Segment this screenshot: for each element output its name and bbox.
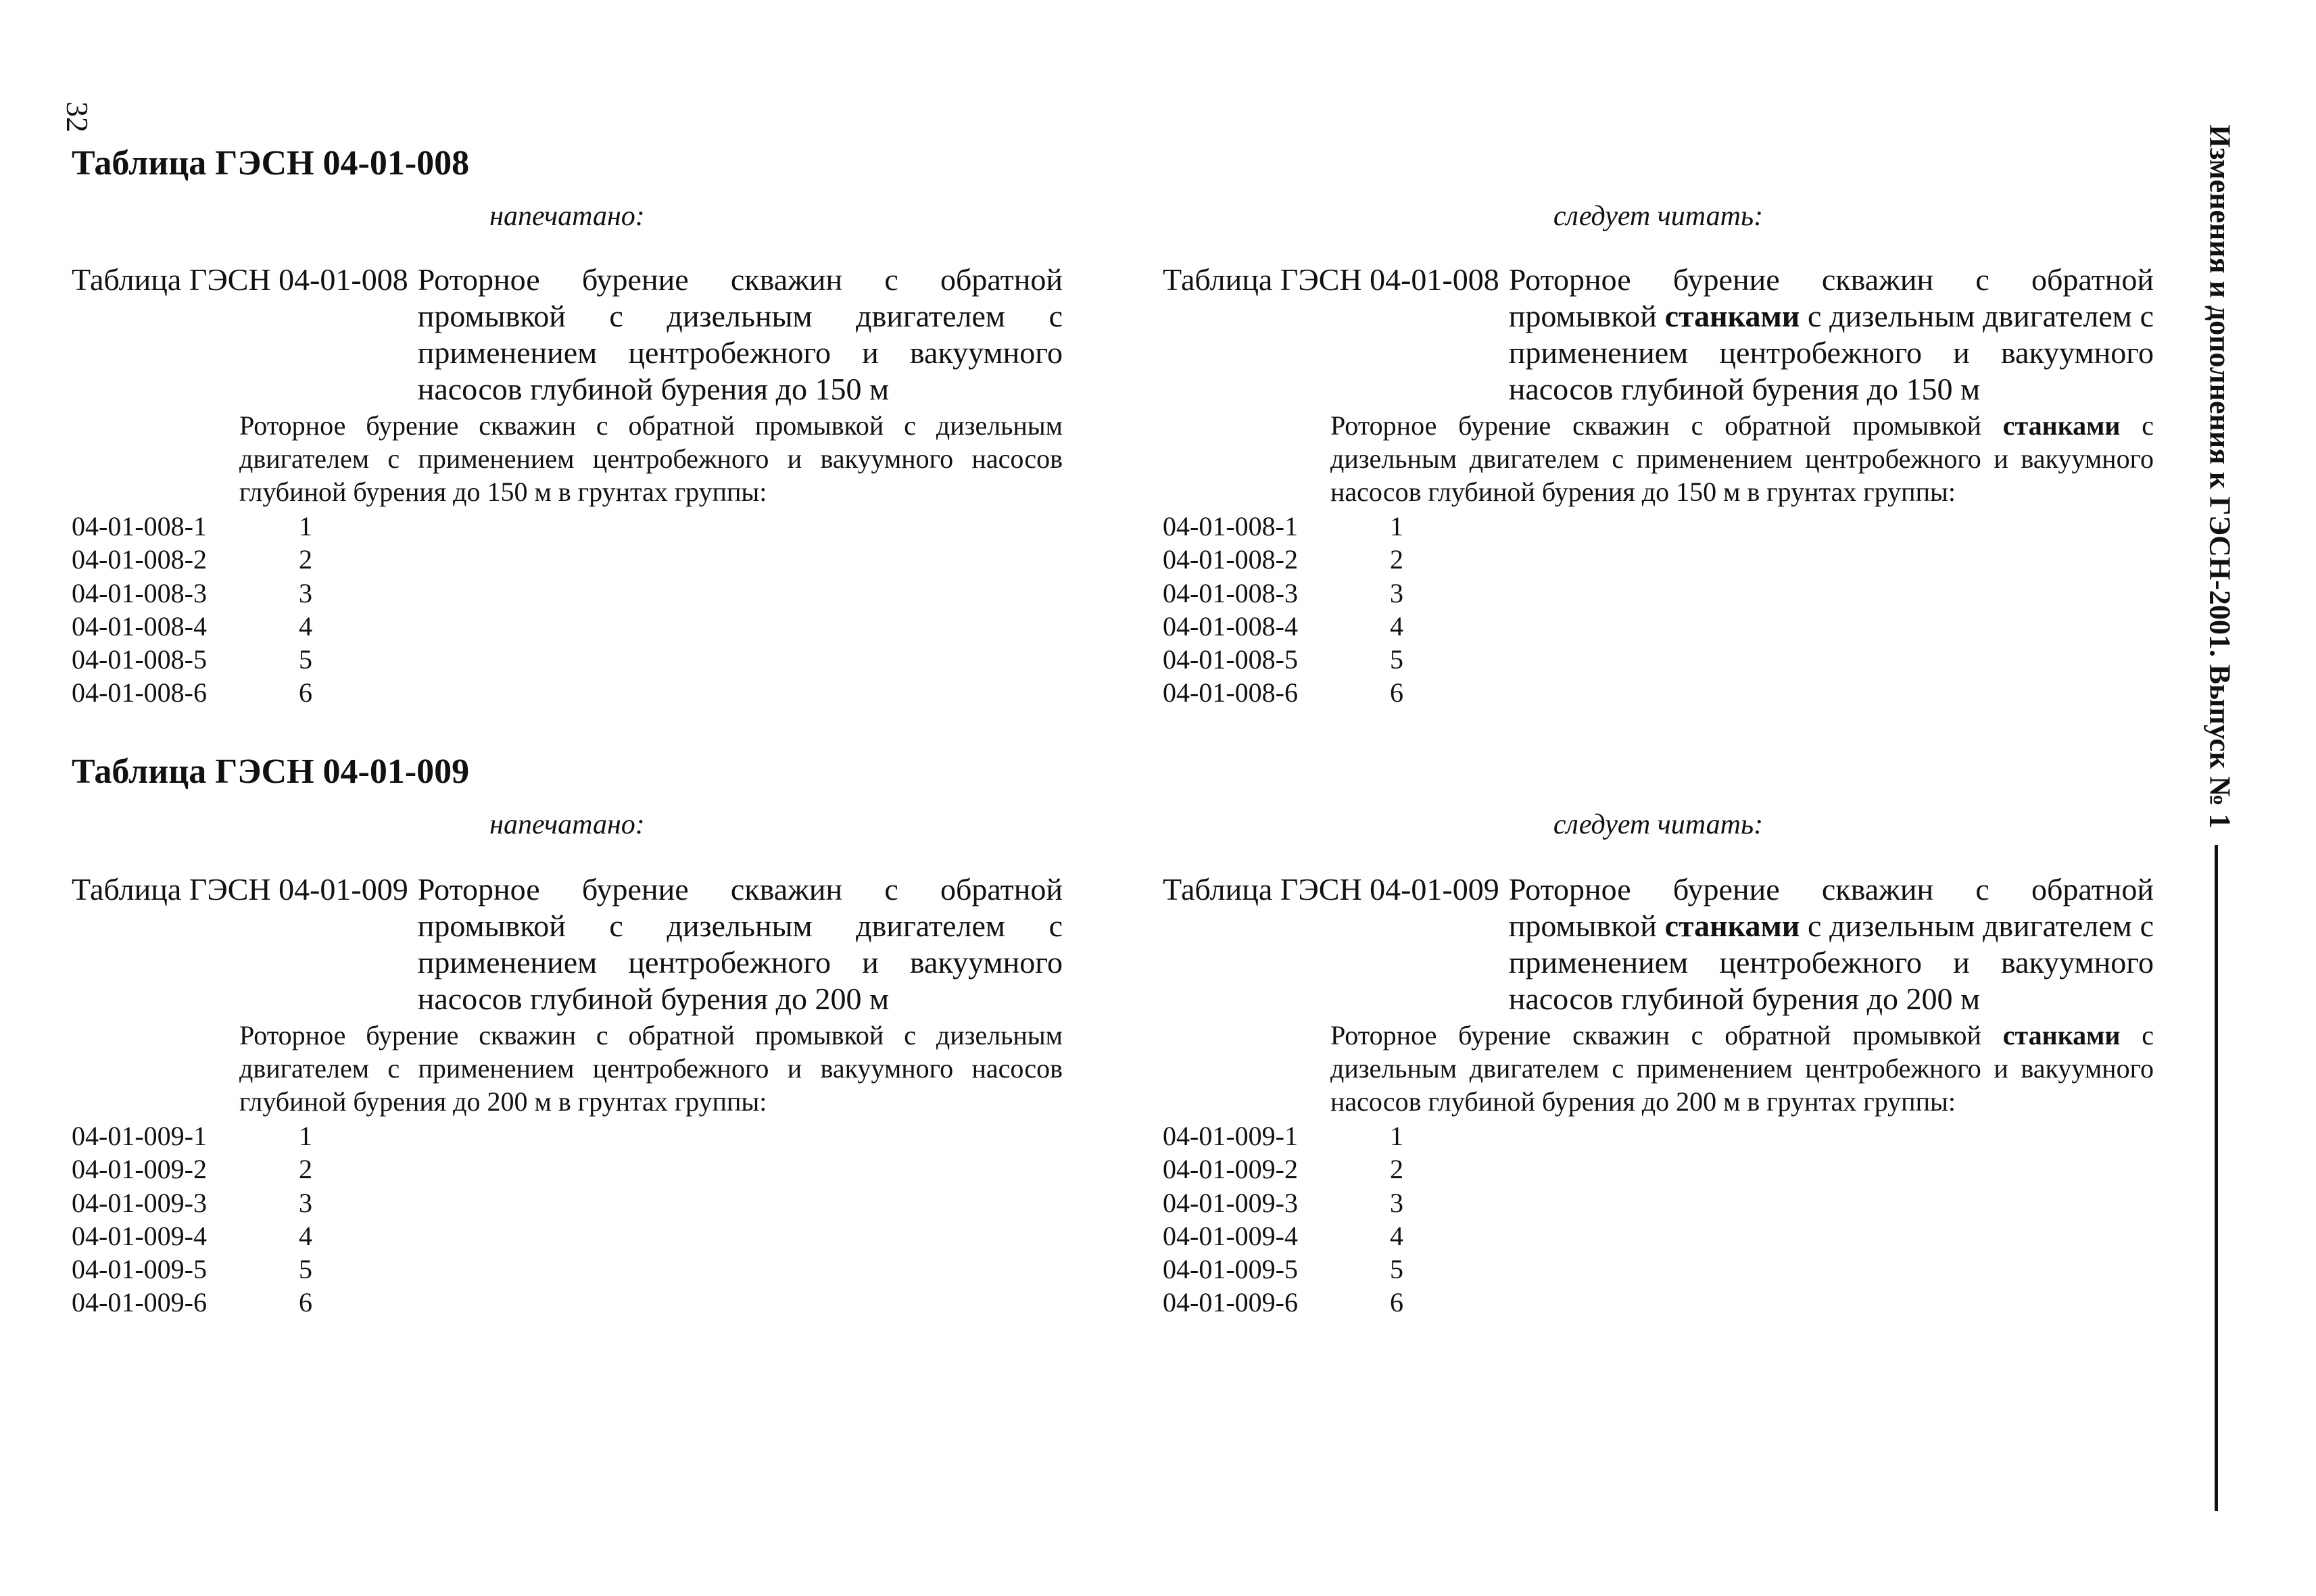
soil-group: 3	[299, 577, 312, 608]
section-heading: Таблица ГЭСН 04-01-008	[72, 144, 470, 183]
rate-code: 04-01-009-1	[72, 1121, 207, 1151]
rate-code: 04-01-009-2	[1163, 1154, 1298, 1185]
rate-code: 04-01-009-4	[1163, 1220, 1298, 1251]
soil-group: 5	[299, 644, 312, 675]
rate-row	[1163, 543, 2154, 576]
soil-group: 2	[299, 1154, 312, 1185]
table-description: Роторное бурение скважин с обратной промывкой с дизельным двигателем с применением центробежного и вакуумного насосов глубиной бурения до 200 м в грунтах группы:	[239, 1020, 1063, 1117]
rate-row	[72, 510, 1063, 543]
rate-code: 04-01-008-1	[72, 511, 207, 541]
table-title-prefix: Таблица ГЭСН 04-01-008	[72, 262, 408, 297]
soil-group: 5	[299, 1254, 312, 1285]
corrected-block	[1163, 262, 2154, 710]
soil-group: 6	[1390, 677, 1403, 708]
section-heading: Таблица ГЭСН 04-01-009	[72, 752, 470, 791]
desc-text-part: с дизельным двигателем с применением центробежного и вакуумного насосов глубиной бурения до 200 м в грунтах группы:	[1330, 1020, 2154, 1117]
rate-code: 04-01-008-6	[1163, 677, 1298, 708]
rate-code: 04-01-009-2	[72, 1154, 207, 1185]
rate-row	[72, 577, 1063, 610]
soil-group: 3	[299, 1187, 312, 1218]
corrected-block	[1163, 871, 2154, 1320]
should-read-label: следует читать:	[1553, 201, 1764, 232]
table-title-text: Роторное бурение скважин с обратной промывкой с дизельным двигателем с применением центробежного и вакуумного насосов глубиной бурения до 200 м	[417, 872, 1063, 1016]
rate-list	[72, 510, 1063, 710]
rate-list	[1163, 1119, 2154, 1320]
rate-row	[72, 1286, 1063, 1319]
rate-code: 04-01-008-2	[72, 544, 207, 575]
running-header-text: Изменения и дополнения к ГЭСН-2001. Выпуск № 1	[2203, 124, 2237, 829]
printed-label: напечатано:	[489, 201, 645, 232]
should-read-label: следует читать:	[1553, 809, 1764, 840]
rate-code: 04-01-009-6	[1163, 1287, 1298, 1318]
rate-row	[1163, 1219, 2154, 1253]
table-title-text	[1509, 871, 2154, 1017]
rate-row	[1163, 1286, 2154, 1319]
rate-code: 04-01-009-5	[1163, 1254, 1298, 1285]
title-text-part: Роторное бурение скважин с обратной промывкой	[1508, 872, 2154, 943]
soil-group: 2	[1390, 544, 1403, 575]
inserted-word: станками	[1664, 909, 1800, 943]
rate-code: 04-01-009-3	[1163, 1187, 1298, 1218]
soil-group: 4	[299, 610, 312, 642]
table-title	[1163, 262, 2154, 408]
rate-code: 04-01-008-3	[72, 577, 207, 608]
title-text-part: с дизельным двигателем с применением центробежного и вакуумного насосов глубиной бурения до 150 м	[1508, 299, 2154, 406]
rate-row	[1163, 510, 2154, 543]
rate-row	[1163, 1186, 2154, 1219]
table-title	[1163, 871, 2154, 1017]
rate-code: 04-01-008-3	[1163, 577, 1298, 608]
rate-row	[72, 1253, 1063, 1286]
rate-row	[72, 643, 1063, 676]
table-title-prefix: Таблица ГЭСН 04-01-009	[72, 872, 408, 906]
rate-code: 04-01-008-5	[1163, 644, 1298, 675]
soil-group: 1	[299, 511, 312, 541]
printed-block	[72, 871, 1063, 1320]
soil-group: 4	[1390, 1220, 1403, 1251]
page-number: 32	[60, 101, 95, 132]
rate-row	[1163, 1253, 2154, 1286]
inserted-word: станками	[1664, 299, 1800, 333]
rate-code: 04-01-008-4	[1163, 610, 1298, 642]
rate-list	[1163, 510, 2154, 710]
rate-code: 04-01-009-5	[72, 1254, 207, 1285]
table-title-prefix: Таблица ГЭСН 04-01-008	[1163, 262, 1499, 297]
rate-code: 04-01-009-1	[1163, 1121, 1298, 1151]
inserted-word: станками	[2002, 410, 2121, 441]
rate-list	[72, 1119, 1063, 1320]
soil-group: 1	[1390, 1121, 1403, 1151]
desc-text-part: с дизельным двигателем с применением центробежного и вакуумного насосов глубиной бурения до 150 м в грунтах группы:	[1330, 410, 2154, 507]
rate-code: 04-01-009-4	[72, 1220, 207, 1251]
rate-code: 04-01-009-3	[72, 1187, 207, 1218]
table-title-text: Роторное бурение скважин с обратной промывкой с дизельным двигателем с применением центробежного и вакуумного насосов глубиной бурения до 150 м	[417, 262, 1063, 406]
rate-row	[1163, 610, 2154, 643]
printed-label: напечатано:	[489, 809, 645, 840]
rate-row	[1163, 1119, 2154, 1153]
running-header-rule	[2215, 845, 2218, 1511]
soil-group: 5	[1390, 1254, 1403, 1285]
printed-block	[72, 262, 1063, 710]
soil-group: 1	[1390, 511, 1403, 541]
table-description	[1330, 409, 2154, 508]
table-description	[1330, 1019, 2154, 1118]
title-text-part: с дизельным двигателем с применением центробежного и вакуумного насосов глубиной бурения до 200 м	[1508, 909, 2154, 1016]
title-text-part: Роторное бурение скважин с обратной промывкой	[1508, 262, 2154, 333]
soil-group: 6	[299, 677, 312, 708]
soil-group: 3	[1390, 1187, 1403, 1218]
soil-group: 6	[299, 1287, 312, 1318]
inserted-word: станками	[2002, 1020, 2121, 1050]
soil-group: 1	[299, 1121, 312, 1151]
soil-group: 5	[1390, 644, 1403, 675]
soil-group: 2	[1390, 1154, 1403, 1185]
running-header	[2201, 122, 2239, 831]
rate-row	[1163, 676, 2154, 709]
rate-code: 04-01-008-4	[72, 610, 207, 642]
soil-group: 4	[299, 1220, 312, 1251]
rate-code: 04-01-008-1	[1163, 511, 1298, 541]
desc-text-part: Роторное бурение скважин с обратной промывкой	[1330, 410, 2003, 441]
rate-row	[1163, 1153, 2154, 1186]
table-title-prefix: Таблица ГЭСН 04-01-009	[1163, 872, 1499, 906]
soil-group: 2	[299, 544, 312, 575]
rate-row	[72, 1186, 1063, 1219]
rate-row	[72, 1119, 1063, 1153]
rate-code: 04-01-009-6	[72, 1287, 207, 1318]
rate-row	[72, 1219, 1063, 1253]
rate-row	[72, 1153, 1063, 1186]
table-title	[72, 871, 1063, 1017]
table-title-text	[1509, 262, 2154, 408]
rate-row	[72, 676, 1063, 709]
soil-group: 6	[1390, 1287, 1403, 1318]
rate-code: 04-01-008-5	[72, 644, 207, 675]
soil-group: 4	[1390, 610, 1403, 642]
desc-text-part: Роторное бурение скважин с обратной промывкой	[1330, 1020, 2003, 1050]
table-title	[72, 262, 1063, 408]
rate-row	[72, 543, 1063, 576]
soil-group: 3	[1390, 577, 1403, 608]
rate-code: 04-01-008-6	[72, 677, 207, 708]
rate-code: 04-01-008-2	[1163, 544, 1298, 575]
rate-row	[1163, 643, 2154, 676]
table-description: Роторное бурение скважин с обратной промывкой с дизельным двигателем с применением центробежного и вакуумного насосов глубиной бурения до 150 м в грунтах группы:	[239, 410, 1063, 507]
rate-row	[1163, 577, 2154, 610]
rate-row	[72, 610, 1063, 643]
